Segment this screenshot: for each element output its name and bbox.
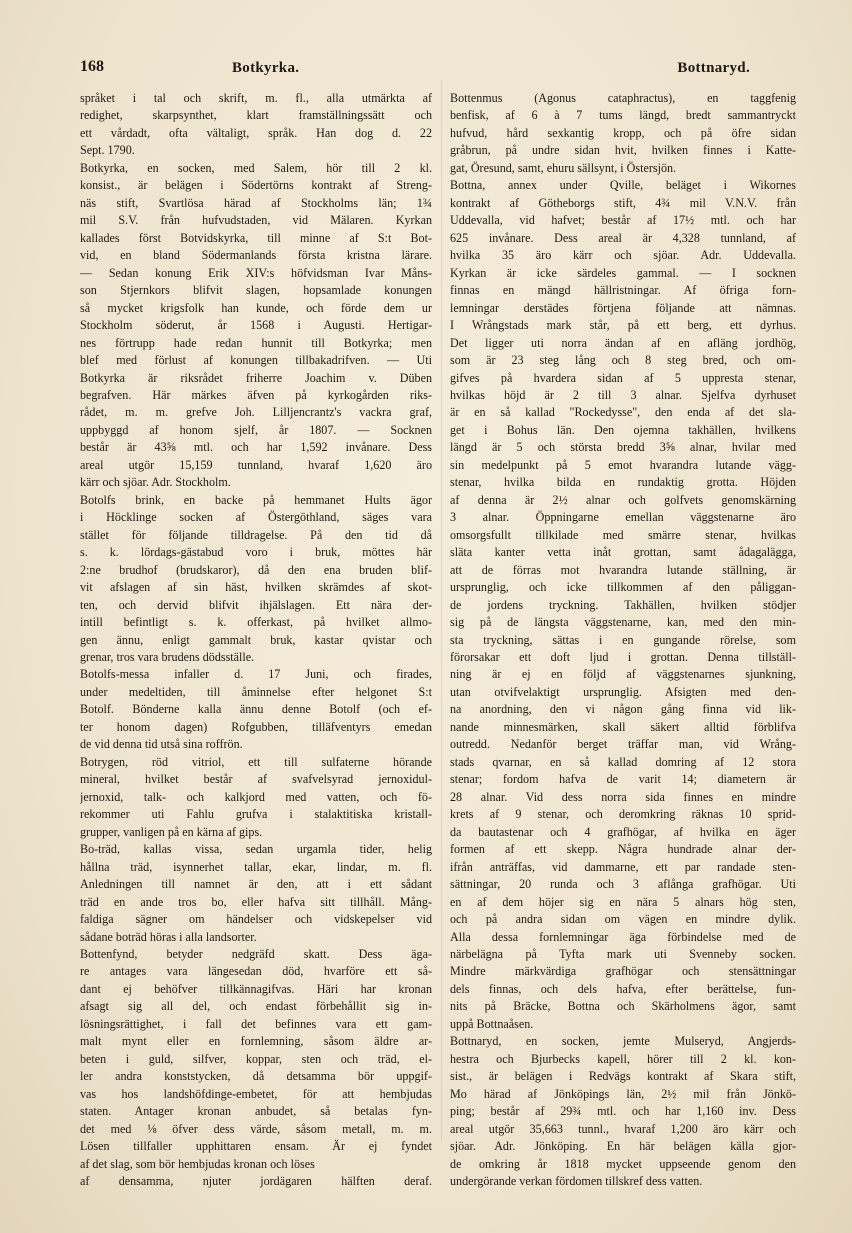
- text-line: ter honom dagen) Rofgubben, tilläfventyrs emedan: [80, 719, 432, 734]
- text-line: omsorgsfullt tillkilade med smärre stenar, hvilkas: [450, 527, 796, 542]
- text-line: jernoxid, talk- och kalkjord med vatten, och fö-: [80, 789, 432, 804]
- text-line: da bautastenar och 4 grafhögar, af hvilka en äger: [450, 824, 796, 839]
- text-line: blef med förlust af konungen tillbakadrifven. — Uti: [80, 353, 432, 368]
- text-line: undergörande verkan fördomen tillskref dess vatten.: [450, 1174, 703, 1189]
- text-line: stenar, hvilka bilda en rundaktig grotta. Höjden: [450, 475, 796, 490]
- text-line: hufvud, hård sexkantig kropp, och på öfre sidan: [450, 125, 796, 140]
- text-line: gen ännu, enligt gammalt bruk, kastar qvistar och: [80, 632, 432, 647]
- text-line: Alla dessa fornlemningar äga förbindelse med de: [450, 929, 796, 944]
- text-line: närbelägna på Tyfta mark uti Svenneby socken.: [450, 946, 796, 961]
- text-line: formen af ett skepp. Några hundrade alnar der-: [450, 842, 796, 857]
- text-line: nande minnesmärken, skall säkert alltid förblifva: [450, 719, 796, 734]
- text-line: sjöar. Adr. Jönköping. En här belägen källa gjor-: [450, 1139, 796, 1154]
- text-line: Botolfs-messa infaller d. 17 Juni, och firades,: [80, 667, 432, 682]
- text-line: gifves på hvardera sidan af 5 uppresta stenar,: [450, 370, 796, 385]
- text-line: att de förras mot hvarandra lutande ställning, är: [450, 562, 796, 577]
- text-line: dant ej behöfver tillkännagifvas. Häri har kronan: [80, 981, 432, 996]
- text-line: de omkring år 1818 mycket uppseende genom den: [450, 1156, 796, 1171]
- text-line: re antages vara längesedan död, hvarföre ett så-: [80, 964, 432, 979]
- text-line: Bottnaryd, en socken, jemte Mulseryd, Angjerds-: [450, 1034, 796, 1049]
- text-line: rekommer uti Fahlu grufva i stalaktitiska kristall-: [80, 807, 432, 822]
- text-line: Botolf. Bönderne kalla ännu denne Botolf (och ef-: [80, 702, 432, 717]
- text-line: längd är 5 och största bredd 3⅝ alnar, hvilar med: [450, 440, 796, 455]
- text-line: af densamma, njuter jordägaren hälften deraf.: [80, 1174, 432, 1189]
- text-line: Botrygen, röd vitriol, ett till sulfaterne hörande: [80, 754, 432, 769]
- text-line: staten. Antager kronan anbudet, så betalas fyn-: [80, 1104, 432, 1119]
- text-line: ping; består af 29¾ mtl. och har 1,160 inv. Dess: [450, 1104, 796, 1119]
- text-line: konsist., är belägen i Södertörns kontrakt af Streng-: [80, 178, 432, 193]
- text-line: stället för följande tilldragelse. På den tid då: [80, 527, 432, 542]
- text-line: vid, en bland Södermanlands första kristna lärare.: [80, 248, 432, 263]
- text-line: 625 invånare. Dess areal är 4,328 tunnland, af: [450, 230, 796, 245]
- text-line: af denna är 2½ alnar och golfvets genomskärning: [450, 492, 796, 507]
- text-line: ler andra konststycken, då detsamma bör uppgif-: [80, 1069, 432, 1084]
- text-line: de jordens tryckning. Takhällen, hvilken stödjer: [450, 597, 796, 612]
- text-line: Uddevalla, vid hafvet; består af 17½ mtl. och har: [450, 213, 796, 228]
- text-line: Mo härad af Jönköpings län, 2½ mil från Jönkö-: [450, 1086, 796, 1101]
- text-line: ett vårdadt, ofta vältaligt, språk. Han dog d. 22: [80, 125, 432, 140]
- text-line: dels finnas, och dels hafva, efter berättelse, fun-: [450, 981, 796, 996]
- text-line: Bo-träd, kallas vissa, sedan urgamla tider, helig: [80, 842, 432, 857]
- text-line: ifrån anträffas, vid dammarne, ett par randade sten-: [450, 859, 796, 874]
- text-line: af det slag, som bör hembjudas kronan och löses: [80, 1156, 315, 1171]
- text-line: s. k. lördags-gästabud voro i bruk, möttes här: [80, 545, 432, 560]
- text-line: sist., är belägen i Redvägs kontrakt af Skara stift,: [450, 1069, 796, 1084]
- text-line: Botkyrka är riksrådet friherre Joachim v. Düben: [80, 370, 432, 385]
- text-line: grupper, vanligen på en kärna af gips.: [80, 824, 263, 839]
- text-line: Stockholm söderut, år 1568 i Augusti. Hertigar-: [80, 318, 432, 333]
- text-line: vit afslagen af sin häst, hvilken skrämdes af skot-: [80, 580, 432, 595]
- text-line: 3 alnar. Öppningarne emellan väggstenarne äro: [450, 510, 796, 525]
- text-line: — Sedan konung Erik XIV:s höfvidsman Ivar Måns-: [80, 265, 432, 280]
- text-line: träd en ande tros bo, eller hafva sitt tillhåll. Mång-: [80, 894, 432, 909]
- text-line: släta kanter vetta inåt grottan, samt ådagalägga,: [450, 545, 796, 560]
- text-line: I Wrångstads mark står, på ett berg, ett dyrhus.: [450, 318, 796, 333]
- text-line: och på andra sidan om vägen en mindre dylik.: [450, 912, 796, 927]
- text-line: uppå Bottnaåsen.: [450, 1016, 534, 1031]
- text-line: stads qvarnar, en så kallad domring af 12 stora: [450, 754, 796, 769]
- text-line: krets af 9 stenar, och deromkring räknas 10 sprid-: [450, 807, 796, 822]
- text-line: Kyrkan är icke särdeles gammal. — I socknen: [450, 265, 796, 280]
- text-line: Det ligger uti norra ändan af en afläng jordhög,: [450, 335, 796, 350]
- header-left-word: Botkyrka.: [232, 60, 300, 76]
- text-line: Anledningen till namnet är den, att i ett sådant: [80, 877, 432, 892]
- text-line: grenar, tros vara brudens dödsställe.: [80, 650, 255, 664]
- text-line: sig på de längsta väggstenarne, kan, med den min-: [450, 615, 796, 630]
- text-line: så mycket krigsfolk han kunde, och förde dem ur: [80, 300, 432, 315]
- text-line: näs stift, Svartlösa härad af Stockholms län; 1¾: [80, 195, 432, 210]
- text-line: nes förtrupp hade redan hunnit till Botkyrka; men: [80, 335, 432, 350]
- text-line: uppbyggd af honom sjelf, år 1807. — Socknen: [80, 422, 432, 437]
- left-column: [80, 90, 432, 1210]
- text-line: lösningsrättighet, i fall det befinnes vara ett gam-: [80, 1016, 432, 1031]
- text-line: ning är ej en följd af väggstenarnes sjunkning,: [450, 667, 796, 682]
- text-line: Bottenmus (Agonus cataphractus), en taggfenig: [450, 91, 796, 105]
- text-line: hållna träd, isynnerhet tallar, ekar, lindar, m. fl.: [80, 859, 432, 874]
- text-line: son Stjernkors blifvit slagen, hopsamlade konungen: [80, 283, 432, 298]
- text-line: de vid denna tid utså sina roffrön.: [80, 737, 243, 752]
- page-header: [80, 58, 800, 80]
- text-line: areal utgör 35,663 tunnl., hvaraf 1,200 äro kärr och: [450, 1121, 796, 1136]
- text-line: faldiga sägner om händelser och vidskepelser vid: [80, 912, 432, 927]
- text-line: består är 43⅝ mtl. och har 1,592 invånare. Dess: [80, 440, 432, 455]
- text-line: Sept. 1790.: [80, 143, 135, 158]
- text-line: i Höcklinge socken af Östergöthland, säges vara: [80, 510, 432, 525]
- text-line: Mindre märkvärdiga grafhögar och stensättningar: [450, 964, 796, 979]
- text-line: förorsakar ett doft ljud i grottan. Denna tillställ-: [450, 650, 796, 664]
- text-line: är en så kallad "Rockedysse", den enda af det sla-: [450, 405, 796, 420]
- text-line: intill befintligt s. k. offerkast, på hvilket allmo-: [80, 615, 432, 630]
- page-number: 168: [80, 58, 104, 75]
- text-line: ten, och dervid blifvit ihjälslagen. Ett nära der-: [80, 597, 432, 612]
- text-line: na anordning, den vi någon gång finna vid lik-: [450, 702, 796, 717]
- text-line: 2:ne brudhof (brudskaror), då den ena bruden blif-: [80, 562, 432, 577]
- text-line: kärr och sjöar. Adr. Stockholm.: [80, 475, 231, 490]
- text-line: begrafven. Här märkes äfven på kyrkogården riks-: [80, 387, 432, 402]
- text-line: finnas en mängd hällristningar. Af öfriga forn-: [450, 283, 796, 298]
- text-line: mineral, hvilket består af svafvelsyrad jernoxidul-: [80, 772, 432, 787]
- text-line: sättningar, 20 runda och 3 aflånga grafhögar. Uti: [450, 877, 796, 892]
- text-line: hestra och Bjurbecks kapell, hörer till 2 kl. kon-: [450, 1051, 796, 1066]
- text-line: afsagt sig all del, och endast förbehållit sig in-: [80, 999, 432, 1014]
- text-line: utan otvifvelaktigt ursprunglig. Afsigten med den-: [450, 684, 796, 699]
- header-right-word: Bottnaryd.: [677, 60, 750, 76]
- text-line: sådane boträd höras i alla landsorter.: [80, 929, 257, 944]
- text-line: get i Bohus län. Den ojemna takhällen, hvilkens: [450, 422, 796, 437]
- text-line: malt mynt eller en fornlemning, såsom äldre ar-: [80, 1034, 432, 1049]
- text-line: hvilkas höjd är 2 till 3 alnar. Sjelfva dyrhuset: [450, 387, 796, 402]
- text-line: sta tryckning, sättas i en gungande rörelse, som: [450, 632, 796, 647]
- text-line: en af dem höjer sig en nära 5 alnars hög sten,: [450, 894, 796, 909]
- text-line: mil S.V. från hufvudstaden, vid Mälaren. Kyrkan: [80, 213, 432, 228]
- text-line: Bottenfynd, betyder nedgräfd skatt. Dess äga-: [80, 946, 432, 961]
- text-line: beten i guld, silfver, koppar, sten och träd, el-: [80, 1051, 432, 1066]
- text-line: stenar; fordom hafva de varit 14; diametern är: [450, 772, 796, 787]
- right-column: [450, 90, 796, 1210]
- text-line: Lösen tillfaller upphittaren ensam. Är ej fyndet: [80, 1139, 432, 1154]
- text-line: nits på Bräcke, Bottna och Skärholmens ägor, samt: [450, 999, 796, 1014]
- text-line: ursprunglig, och icke tillkommen af den påliggan-: [450, 580, 796, 595]
- text-line: outredd. Nedanför berget träffar man, vid Wrång-: [450, 737, 796, 752]
- text-line: Bottna, annex under Qville, beläget i Wikornes: [450, 178, 796, 193]
- text-line: lemningar derstädes förtjena följande att nämnas.: [450, 300, 796, 315]
- text-line: hvilka 35 äro kärr och sjöar. Adr. Uddevalla.: [450, 248, 796, 263]
- text-line: kontrakt af Götheborgs stift, 4¾ mil V.N.V. från: [450, 195, 796, 210]
- text-line: kallades först Botvidskyrka, till minne af S:t Bot-: [80, 230, 432, 245]
- text-line: det med ⅛ öfver dess värde, såsom metall, m. m.: [80, 1121, 432, 1136]
- text-line: gråbrun, på undre sidan hvit, hvilken finnes i Katte-: [450, 143, 796, 158]
- text-line: areal utgör 15,159 tunnland, hvaraf 1,620 äro: [80, 457, 432, 472]
- text-line: 28 alnar. Vid dess norra sida finnes en mindre: [450, 789, 796, 804]
- text-line: redighet, skarpsynthet, klart framställningssätt och: [80, 108, 432, 123]
- text-line: språket i tal och skrift, m. fl., alla utmärkta af: [80, 91, 432, 105]
- text-line: rådet, m. m. grefve Joh. Lilljencrantz's vackra graf,: [80, 405, 432, 420]
- column-gutter: [441, 80, 442, 1140]
- text-line: Botolfs brink, en backe på hemmanet Hults ägor: [80, 492, 432, 507]
- text-line: som är 23 steg lång och 8 steg bred, och om-: [450, 353, 796, 368]
- text-line: Botkyrka, en socken, med Salem, hör till 2 kl.: [80, 160, 432, 175]
- text-line: sin medelpunkt på 5 emot hvarandra lutande vägg-: [450, 457, 796, 472]
- text-line: benfisk, af 6 à 7 tums längd, bredt sammantryckt: [450, 108, 796, 123]
- text-line: vas hos landshöfdinge-embetet, för att hembjudas: [80, 1086, 432, 1101]
- text-line: under medeltiden, till åminnelse efter helgonet S:t: [80, 684, 432, 699]
- text-line: gat, Öresund, samt, ehuru sällsynt, i Östersjön.: [450, 160, 677, 175]
